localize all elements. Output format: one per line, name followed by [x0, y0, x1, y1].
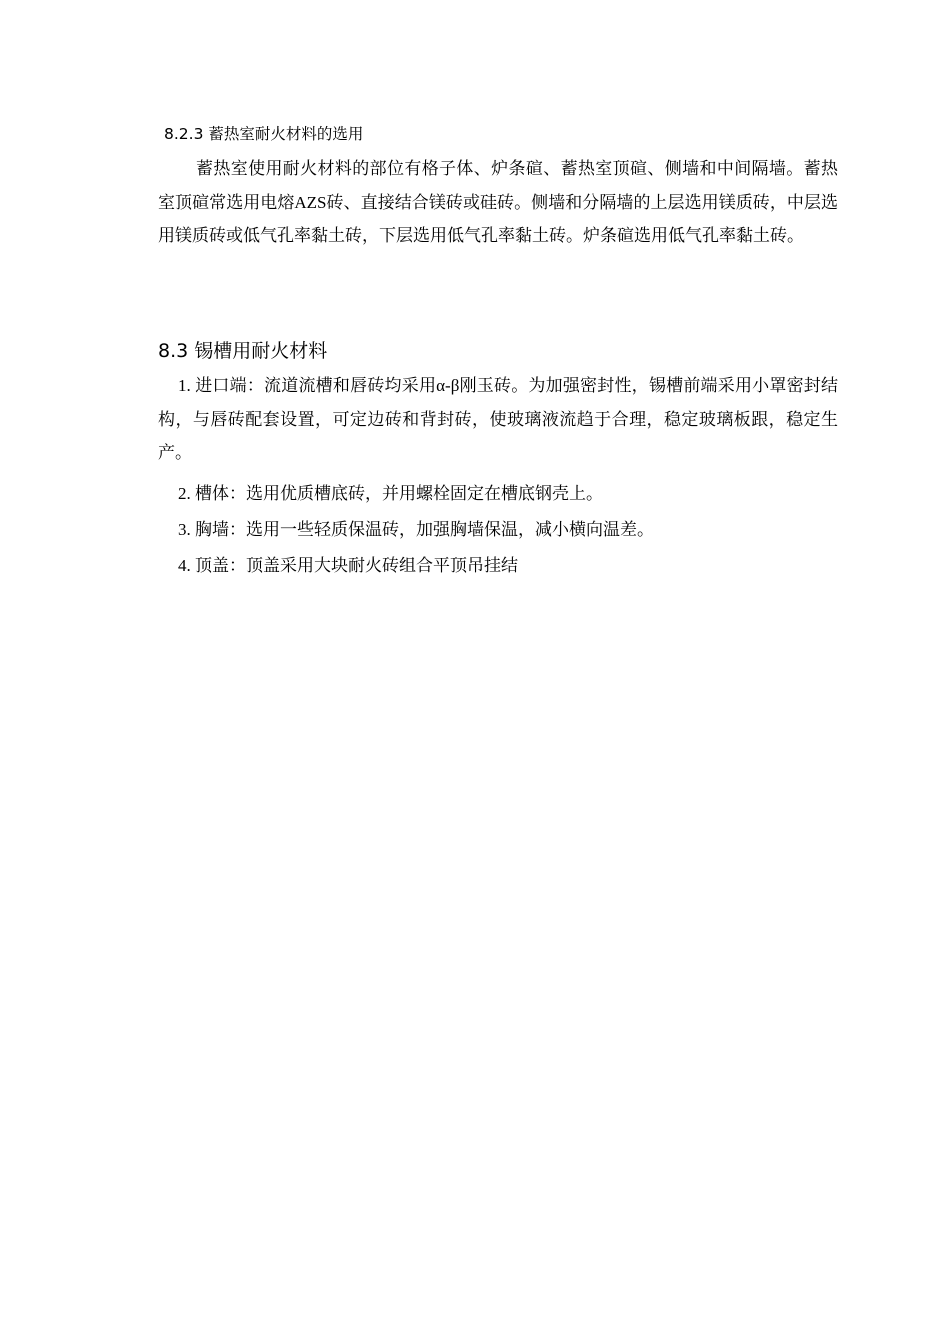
section-heading-8-2-3: 8.2.3 蓄热室耐火材料的选用: [164, 125, 364, 143]
list-item-inlet: 1. 进口端：流道流槽和唇砖均采用α-β刚玉砖。为加强密封性，锡槽前端采用小罩密封结构，与唇砖配套设置，可定边砖和背封砖，使玻璃液流趋于合理，稳定玻璃板跟，稳定生产。: [158, 376, 838, 462]
list-item-tank-body: 2. 槽体：选用优质槽底砖，并用螺栓固定在槽底钢壳上。: [178, 484, 603, 503]
section-heading-8-3: 8.3 锡槽用耐火材料: [158, 340, 328, 362]
regenerator-paragraph: 蓄热室使用耐火材料的部位有格子体、炉条碹、蓄热室顶碹、侧墙和中间隔墙。蓄热室顶碹常选用电熔AZS砖、直接结合镁砖或硅砖。侧墙和分隔墙的上层选用镁质砖，中层选用镁质砖或低气孔率黏土砖，下层选用低气孔率黏土砖。炉条碹选用低气孔率黏土砖。: [158, 159, 838, 245]
list-item-roof: 4. 顶盖：顶盖采用大块耐火砖组合平顶吊挂结: [178, 556, 518, 575]
list-item-breast-wall: 3. 胸墙：选用一些轻质保温砖，加强胸墙保温，减小横向温差。: [178, 520, 654, 539]
